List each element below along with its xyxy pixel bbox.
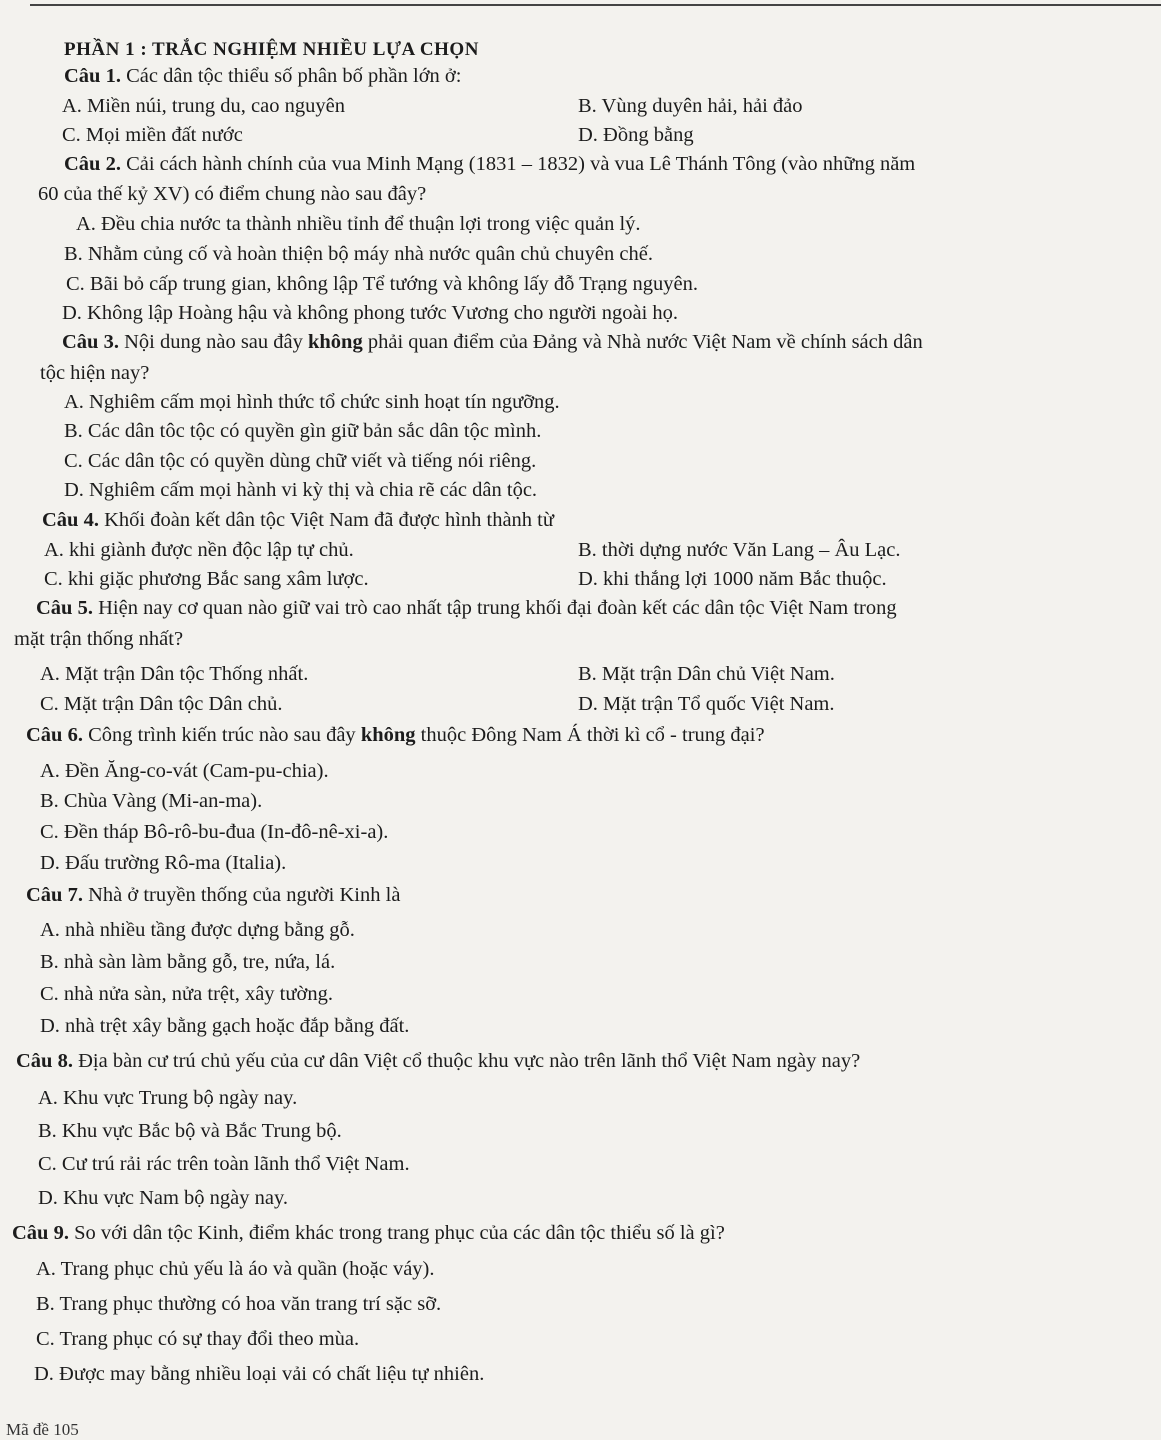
question-5-text: Hiện nay cơ quan nào giữ vai trò cao nhất tập trung khối đại đoàn kết các dân tộc Việt Nam trong: [92, 597, 897, 619]
q4-option-b: B. thời dựng nước Văn Lang – Âu Lạc.: [578, 539, 901, 561]
question-4-text: Khối đoàn kết dân tộc Việt Nam đã được hình thành từ: [98, 509, 554, 531]
question-8-label: Câu 8.: [16, 1050, 73, 1072]
q3-option-d: D. Nghiêm cấm mọi hành vi kỳ thị và chia rẽ các dân tộc.: [64, 479, 538, 501]
question-7-label: Câu 7.: [26, 884, 83, 906]
q1-option-b: B. Vùng duyên hải, hải đảo: [578, 95, 803, 117]
q4-option-a: A. khi giành được nền độc lập tự chủ.: [44, 539, 354, 561]
q8-option-d: D. Khu vực Nam bộ ngày nay.: [38, 1187, 289, 1209]
q7-option-d: D. nhà trệt xây bằng gạch hoặc đắp bằng đất.: [40, 1015, 410, 1037]
q2-option-a: A. Đều chia nước ta thành nhiều tỉnh để thuận lợi trong việc quản lý.: [76, 213, 641, 235]
question-1-text: Các dân tộc thiểu số phân bố phần lớn ở:: [120, 65, 462, 87]
q5-option-b: B. Mặt trận Dân chủ Việt Nam.: [578, 663, 835, 685]
q9-option-b: B. Trang phục thường có hoa văn trang trí sặc sỡ.: [36, 1293, 442, 1315]
question-1-stem: [64, 64, 461, 88]
question-5-stem-cont: mặt trận thống nhất?: [14, 628, 184, 650]
question-2-stem: [64, 152, 915, 176]
q7-option-c: C. nhà nửa sàn, nửa trệt, xây tường.: [40, 983, 333, 1005]
q3-option-b: B. Các dân tôc tộc có quyền gìn giữ bản sắc dân tộc mình.: [64, 420, 542, 442]
q5-option-c: C. Mặt trận Dân tộc Dân chủ.: [40, 693, 283, 715]
q2-option-c: C. Bãi bỏ cấp trung gian, không lập Tể tướng và không lấy đỗ Trạng nguyên.: [66, 273, 698, 295]
question-3-label: Câu 3.: [62, 331, 119, 353]
question-4-label: Câu 4.: [42, 509, 99, 531]
q9-option-a: A. Trang phục chủ yếu là áo và quần (hoặc váy).: [36, 1258, 435, 1280]
question-2-text: Cải cách hành chính của vua Minh Mạng (1831 – 1832) và vua Lê Thánh Tông (vào những năm: [120, 153, 916, 175]
q4-option-c: C. khi giặc phương Bắc sang xâm lược.: [44, 568, 369, 590]
question-3-stem: [62, 330, 923, 354]
question-3-emphasis: không: [308, 331, 363, 353]
q6-option-d: D. Đấu trường Rô-ma (Italia).: [40, 852, 287, 874]
q5-option-a: A. Mặt trận Dân tộc Thống nhất.: [40, 663, 309, 685]
question-6-emphasis: không: [360, 724, 416, 746]
q2-option-b: B. Nhằm củng cố và hoàn thiện bộ máy nhà nước quân chủ chuyên chế.: [64, 243, 653, 265]
q1-option-d: D. Đồng bằng: [578, 124, 694, 146]
question-5-stem: [36, 596, 897, 620]
q6-option-b: B. Chùa Vàng (Mi-an-ma).: [40, 790, 263, 812]
question-1-label: Câu 1.: [64, 65, 121, 87]
q9-option-d: D. Được may bằng nhiều loại vải có chất liệu tự nhiên.: [34, 1363, 485, 1385]
question-6-stem: [26, 723, 765, 747]
question-9-stem: [12, 1221, 725, 1245]
exam-code: Mã đề 105: [6, 1420, 79, 1439]
question-3-stem-cont: tộc hiện nay?: [40, 362, 150, 384]
q9-option-c: C. Trang phục có sự thay đổi theo mùa.: [36, 1328, 360, 1350]
q1-option-c: C. Mọi miền đất nước: [62, 124, 243, 146]
q8-option-c: C. Cư trú rải rác trên toàn lãnh thổ Việt Nam.: [38, 1153, 410, 1175]
section-heading: PHẦN 1 : TRẮC NGHIỆM NHIỀU LỰA CHỌN: [64, 39, 479, 60]
question-3-text-pre: Nội dung nào sau đây: [118, 331, 308, 353]
question-6-label: Câu 6.: [26, 724, 83, 746]
question-6-text-post: thuộc Đông Nam Á thời kì cổ - trung đại?: [415, 724, 765, 746]
question-8-text: Địa bàn cư trú chủ yếu của cư dân Việt cổ thuộc khu vực nào trên lãnh thổ Việt Nam ngày nay?: [72, 1050, 861, 1072]
q6-option-c: C. Đền tháp Bô-rô-bu-đua (In-đô-nê-xi-a).: [40, 821, 389, 843]
question-4-stem: [42, 508, 554, 532]
q4-option-d: D. khi thắng lợi 1000 năm Bắc thuộc.: [578, 568, 887, 590]
question-2-label: Câu 2.: [64, 153, 121, 175]
q8-option-b: B. Khu vực Bắc bộ và Bắc Trung bộ.: [38, 1120, 342, 1142]
q3-option-a: A. Nghiêm cấm mọi hình thức tổ chức sinh hoạt tín ngưỡng.: [64, 391, 560, 413]
question-9-text: So với dân tộc Kinh, điểm khác trong trang phục của các dân tộc thiểu số là gì?: [68, 1222, 725, 1244]
q2-option-d: D. Không lập Hoàng hậu và không phong tước Vương cho người ngoài họ.: [62, 302, 679, 324]
q1-option-a: A. Miền núi, trung du, cao nguyên: [62, 95, 345, 117]
q3-option-c: C. Các dân tộc có quyền dùng chữ viết và tiếng nói riêng.: [64, 450, 537, 472]
q7-option-b: B. nhà sàn làm bằng gỗ, tre, nứa, lá.: [40, 951, 336, 973]
q8-option-a: A. Khu vực Trung bộ ngày nay.: [38, 1087, 298, 1109]
question-8-stem: [16, 1049, 860, 1073]
question-2-stem-cont: 60 của thế kỷ XV) có điểm chung nào sau đây?: [38, 183, 427, 205]
q5-option-d: D. Mặt trận Tổ quốc Việt Nam.: [578, 693, 835, 715]
question-6-text-pre: Công trình kiến trúc nào sau đây: [82, 724, 361, 746]
question-3-text-post: phải quan điểm của Đảng và Nhà nước Việt Nam về chính sách dân: [362, 331, 923, 353]
question-7-text: Nhà ở truyền thống của người Kinh là: [82, 884, 401, 906]
question-9-label: Câu 9.: [12, 1222, 69, 1244]
q6-option-a: A. Đền Ăng-co-vát (Cam-pu-chia).: [40, 760, 329, 782]
q7-option-a: A. nhà nhiều tầng được dựng bằng gỗ.: [40, 919, 355, 941]
question-7-stem: [26, 883, 400, 907]
question-5-label: Câu 5.: [36, 597, 93, 619]
